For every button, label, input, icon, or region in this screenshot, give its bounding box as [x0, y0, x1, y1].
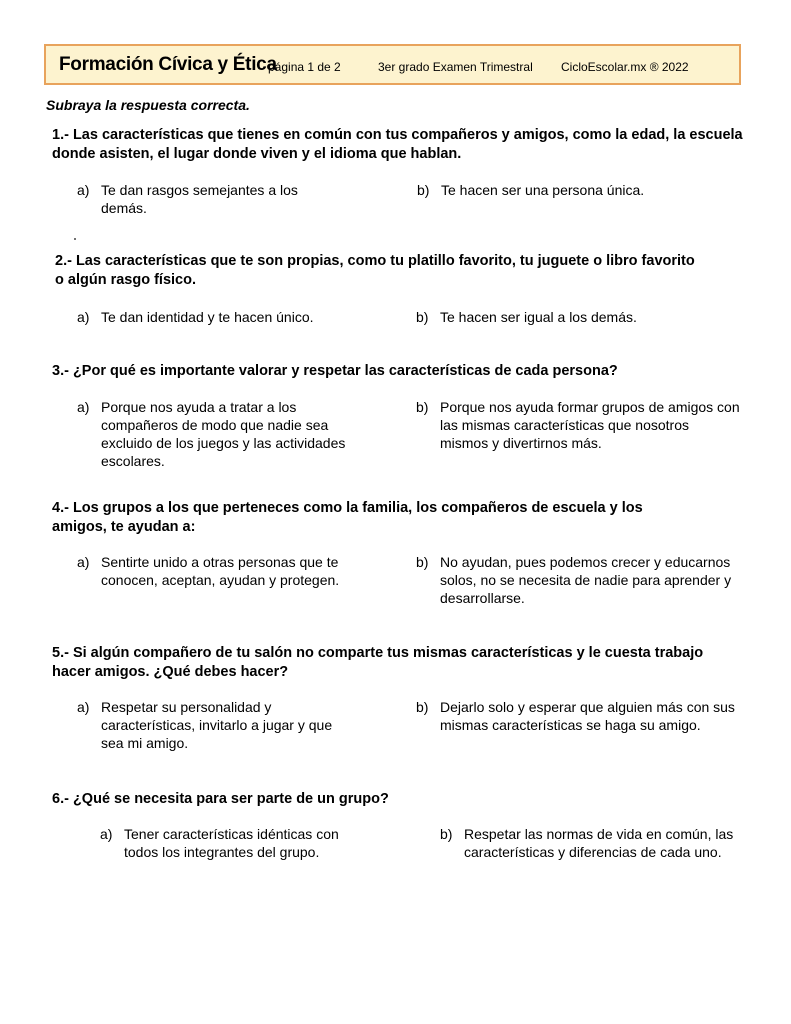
- question-2-option-b[interactable]: [416, 308, 716, 326]
- option-text: Te dan rasgos semejantes a los demás.: [101, 182, 298, 216]
- question-1-text: 1.- Las características que tienes en común con tus compañeros y amigos, como la edad, la escuela donde asisten, el lugar donde viven y el idioma que hablan.: [52, 127, 743, 162]
- option-text: Respetar las normas de vida en común, las características y diferencias de cada uno.: [464, 826, 734, 860]
- option-text: Sentirte unido a otras personas que te conocen, aceptan, ayudan y protegen.: [101, 554, 340, 588]
- question-6-option-b[interactable]: [440, 825, 745, 861]
- subject-title: Formación Cívica y Ética: [59, 54, 277, 75]
- option-text: Te dan identidad y te hacen único.: [101, 309, 314, 325]
- stray-dot: [74, 238, 76, 240]
- option-letter: a): [77, 182, 90, 198]
- site-credit: CicloEscolar.mx ® 2022: [561, 60, 689, 74]
- option-letter: a): [77, 399, 90, 415]
- header-box: [44, 44, 741, 85]
- option-letter: b): [440, 826, 453, 842]
- question-6-text: 6.- ¿Qué se necesita para ser parte de un grupo?: [52, 791, 389, 807]
- question-5-option-a[interactable]: [77, 698, 357, 752]
- question-6-option-a[interactable]: [100, 825, 350, 861]
- option-letter: b): [417, 182, 430, 198]
- option-letter: a): [77, 699, 90, 715]
- question-3-option-a[interactable]: [77, 398, 357, 470]
- option-letter: b): [416, 399, 429, 415]
- question-3-text: 3.- ¿Por qué es importante valorar y respetar las características de cada persona?: [52, 363, 618, 379]
- instruction-text: Subraya la respuesta correcta.: [46, 97, 250, 113]
- option-letter: b): [416, 699, 429, 715]
- question-1-option-b[interactable]: [417, 181, 717, 199]
- option-text: Tener características idénticas con todos los integrantes del grupo.: [124, 826, 339, 860]
- question-3-option-b[interactable]: [416, 398, 741, 452]
- question-5-text: 5.- Si algún compañero de tu salón no comparte tus mismas características y le cuesta trabajo hacer amigos. ¿Qué debes hacer?: [52, 645, 704, 680]
- option-text: Porque nos ayuda a tratar a los compañeros de modo que nadie sea excluido de los juegos y las actividades escolares.: [101, 399, 346, 469]
- question-4-option-a[interactable]: [77, 553, 357, 589]
- question-2-option-a[interactable]: [77, 308, 377, 326]
- option-letter: a): [77, 309, 90, 325]
- option-text: Dejarlo solo y esperar que alguien más con sus mismas características se haga su amigo.: [440, 699, 735, 733]
- option-letter: a): [100, 826, 113, 842]
- option-text: Te hacen ser una persona única.: [441, 182, 645, 198]
- option-text: Respetar su personalidad y características, invitarlo a jugar y que sea mi amigo.: [101, 699, 333, 751]
- question-4-option-b[interactable]: [416, 553, 741, 607]
- grade-label: 3er grado Examen Trimestral: [378, 60, 533, 74]
- option-text: No ayudan, pues podemos crecer y educarnos solos, no se necesita de nadie para aprender y desarrollarse.: [440, 554, 732, 606]
- question-2-text: 2.- Las características que te son propias, como tu platillo favorito, tu juguete o libro favorito o algún rasgo físico.: [55, 253, 695, 288]
- option-letter: b): [416, 554, 429, 570]
- option-text: Porque nos ayuda formar grupos de amigos con las mismas características que nosotros mismos y divertirnos más.: [440, 399, 740, 451]
- option-text: Te hacen ser igual a los demás.: [440, 309, 637, 325]
- page-indicator: página 1 de 2: [268, 60, 341, 74]
- option-letter: b): [416, 309, 429, 325]
- question-5-option-b[interactable]: [416, 698, 741, 734]
- option-letter: a): [77, 554, 90, 570]
- question-1-option-a[interactable]: [77, 181, 337, 217]
- question-4-text: 4.- Los grupos a los que perteneces como la familia, los compañeros de escuela y los amigos, te ayudan a:: [52, 500, 643, 535]
